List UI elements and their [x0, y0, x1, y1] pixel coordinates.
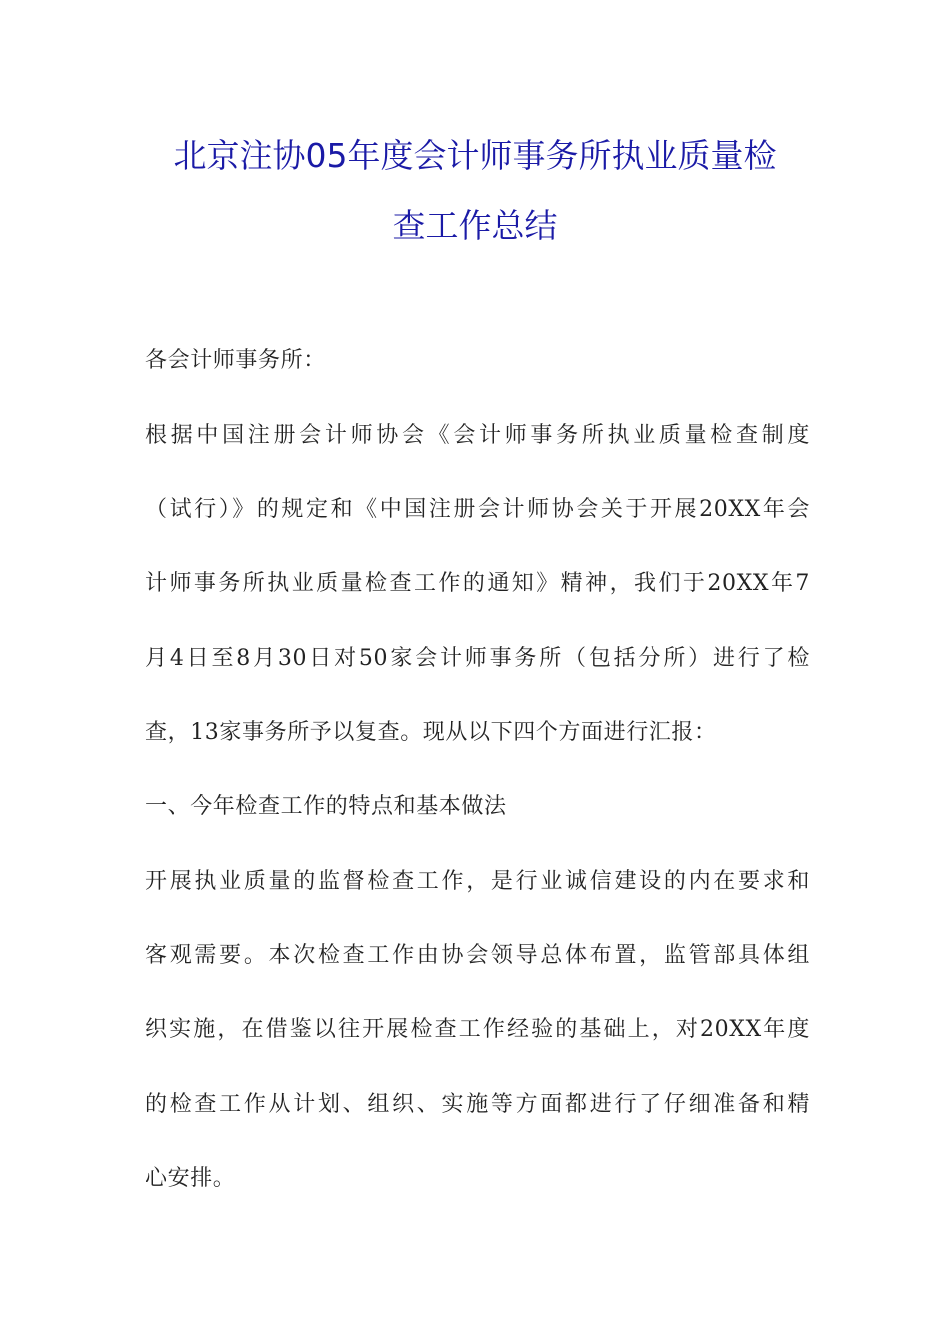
- paragraph-1-line-1: 根据中国注册会计师协会《会计师事务所执业质量检查制度: [145, 423, 810, 448]
- paragraph-2-line-1: 开展执业质量的监督检查工作，是行业诚信建设的内在要求和: [145, 869, 810, 894]
- paragraph-2-line-3: 织实施，在借鉴以往开展检查工作经验的基础上，对20XX年度: [145, 1017, 810, 1042]
- document-title-line-1: 北京注协05年度会计师事务所执业质量检: [173, 136, 777, 175]
- paragraph-2-line-5: 心安排。: [145, 1166, 236, 1191]
- section-1-heading: 一、今年检查工作的特点和基本做法: [145, 794, 507, 819]
- salutation: 各会计师事务所：: [145, 348, 326, 373]
- document-title-line-2: 查工作总结: [392, 206, 558, 245]
- paragraph-2-line-4: 的检查工作从计划、组织、实施等方面都进行了仔细准备和精: [145, 1092, 810, 1117]
- paragraph-1-line-5: 查，13家事务所予以复查。现从以下四个方面进行汇报：: [145, 720, 717, 745]
- paragraph-1-line-3: 计师事务所执业质量检查工作的通知》精神，我们于20XX年7: [145, 571, 810, 596]
- paragraph-1-line-4: 月4日至8月30日对50家会计师事务所（包括分所）进行了检: [145, 646, 810, 671]
- paragraph-1-line-2: （试行）》的规定和《中国注册会计师协会关于开展20XX年会: [145, 497, 810, 522]
- paragraph-2-line-2: 客观需要。本次检查工作由协会领导总体布置，监管部具体组: [145, 943, 810, 968]
